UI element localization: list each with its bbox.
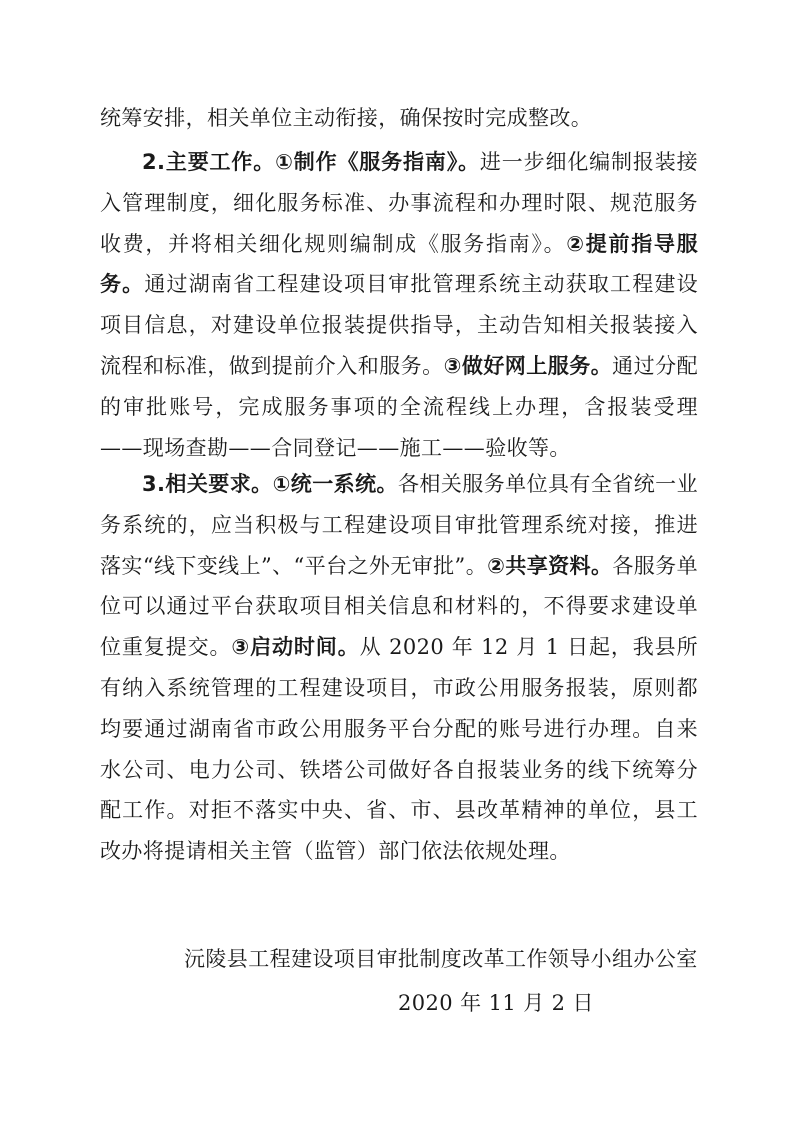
paragraph-text: 统筹安排，相关单位主动衔接，确保按时完成整改。 — [100, 106, 593, 130]
section-heading: 3.相关要求。 — [142, 472, 273, 496]
item-text: 进一步细化编制报装接入管理制度，细化服务标准、办事流程和办理时限、规范服务收费，并将相关细化规则编制成《服务指南》。 — [100, 150, 698, 256]
item-text: 通过分配的审批账号，完成服务事项的全流程线上办理，含报装受理——现场查勘——合同登记——施工——验收等。 — [100, 353, 698, 460]
item-title: ①制作《服务指南》。 — [275, 150, 480, 174]
item-title: ②共享资料。 — [487, 553, 613, 578]
paragraph-requirements — [100, 464, 698, 872]
section-heading: 2.主要工作。 — [142, 150, 276, 174]
item-text: 各服务单位可以通过平台获取项目相关信息和材料的，不得要求建设单位重复提交。 — [100, 553, 698, 660]
signature-date: 2020 年 11 月 2 日 — [398, 991, 594, 1015]
paragraph-main-work — [100, 142, 698, 468]
paragraph-continuation — [100, 98, 698, 139]
item-title: ③启动时间。 — [231, 635, 360, 660]
signature-organization: 沅陵县工程建设项目审批制度改革工作领导小组办公室 — [184, 947, 698, 971]
item-text: 通过湖南省工程建设项目审批管理系统主动获取工程建设项目信息，对建设单位报装提供指导，主动告知相关报装接入流程和标准，做到提前介入和服务。 — [100, 272, 698, 378]
item-title: ③做好网上服务。 — [443, 353, 613, 378]
item-title: ①统一系统。 — [272, 472, 398, 496]
item-title: ②提前指导服务。 — [100, 231, 698, 297]
item-text: 从 2020 年 12 月 1 日起，我县所有纳入系统管理的工程建设项目，市政公用服务报装，原则都均要通过湖南省市政公用服务平台分配的账号进行办理。自来水公司、电力公司、铁塔公司做好各自报装业务的线下统筹分配工作。对拒不落实中央、省、市、县改革精神的单位，县工改办将提请相关主管（监管）部门依法依规处理。 — [100, 635, 698, 864]
item-text: 各相关服务单位具有全省统一业务系统的，应当积极与工程建设项目审批管理系统对接，推进落实“线下变线上”、“平台之外无审批”。 — [100, 472, 698, 578]
